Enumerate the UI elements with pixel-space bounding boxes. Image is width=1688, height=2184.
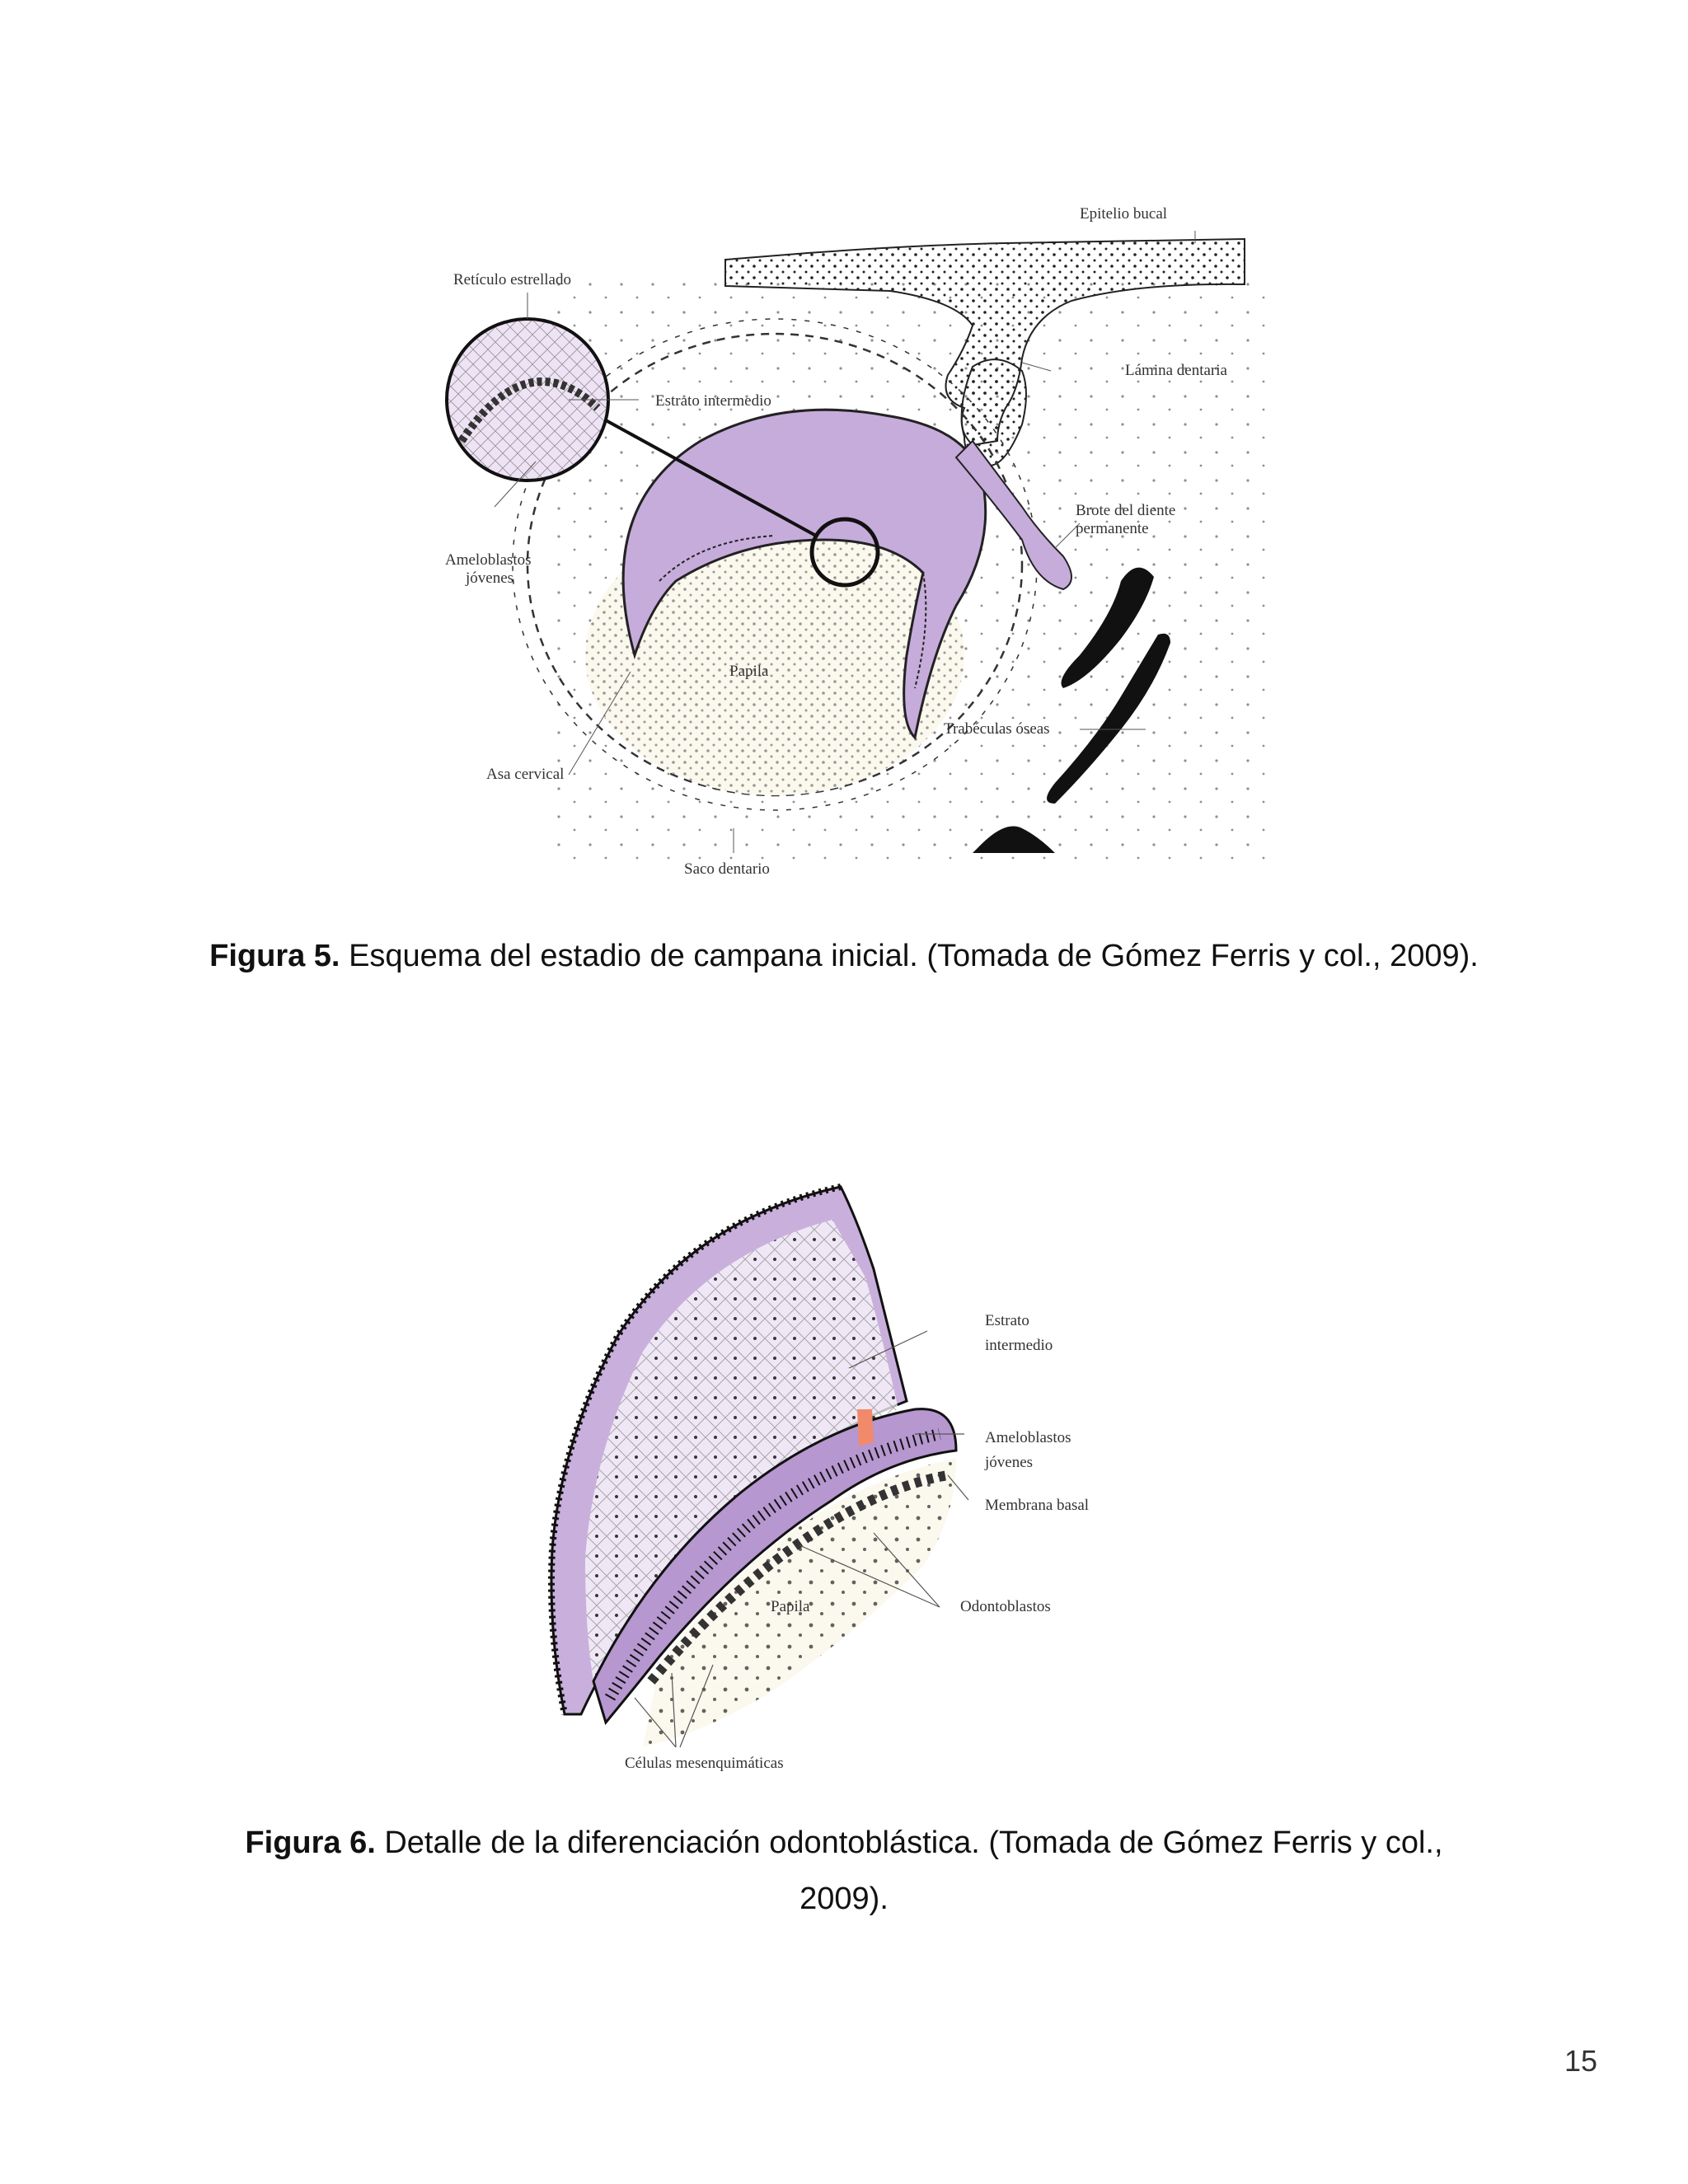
figure-5-caption-text: Esquema del estadio de campana inicial. (Tomada de Gómez Ferris y col., 2009). xyxy=(349,939,1479,973)
page-number: 15 xyxy=(1564,2044,1597,2078)
label-saco-dentario: Saco dentario xyxy=(684,860,770,878)
label-celulas: Células mesenquimáticas xyxy=(625,1755,784,1772)
figure-6-illustration xyxy=(528,1170,1154,1797)
figure-6-caption-label: Figura 6. xyxy=(245,1825,376,1860)
label-ameloblastos-line2: jóvenes xyxy=(466,569,514,587)
label-ameloblastos-line1: Ameloblastos xyxy=(985,1429,1071,1446)
label-trabeculas: Trabéculas óseas xyxy=(944,720,1050,738)
figure-5-caption xyxy=(206,928,1482,984)
label-estrato-intermedio: Estrato intermedio xyxy=(655,392,771,410)
label-papila: Papila xyxy=(771,1598,810,1615)
figure-5-illustration xyxy=(429,194,1286,894)
label-reticulo-estrellado: Retículo estrellado xyxy=(453,271,571,288)
label-membrana-basal: Membrana basal xyxy=(985,1497,1090,1514)
label-estrato-line2: intermedio xyxy=(985,1337,1053,1354)
label-lamina-dentaria: Lámina dentaria xyxy=(1125,362,1227,379)
label-odontoblastos: Odontoblastos xyxy=(960,1598,1051,1615)
figure-6-caption xyxy=(206,1815,1482,1927)
label-brote-line1: Brote del diente xyxy=(1076,502,1176,519)
label-estrato-line1: Estrato xyxy=(985,1312,1029,1329)
figure-6-caption-text: Detalle de la diferenciación odontoblástica. (Tomada de Gómez Ferris y col., 2009). xyxy=(384,1825,1443,1916)
figure-5-caption-label: Figura 5. xyxy=(209,939,340,973)
label-ameloblastos-line2: jóvenes xyxy=(985,1454,1034,1471)
label-brote-line2: permanente xyxy=(1076,520,1149,537)
label-papila: Papila xyxy=(729,663,769,680)
label-epitelio-bucal: Epitelio bucal xyxy=(1080,205,1168,223)
highlighted-ameloblast xyxy=(857,1409,874,1446)
label-asa-cervical: Asa cervical xyxy=(486,766,565,783)
label-ameloblastos-line1: Ameloblastos xyxy=(445,551,532,569)
